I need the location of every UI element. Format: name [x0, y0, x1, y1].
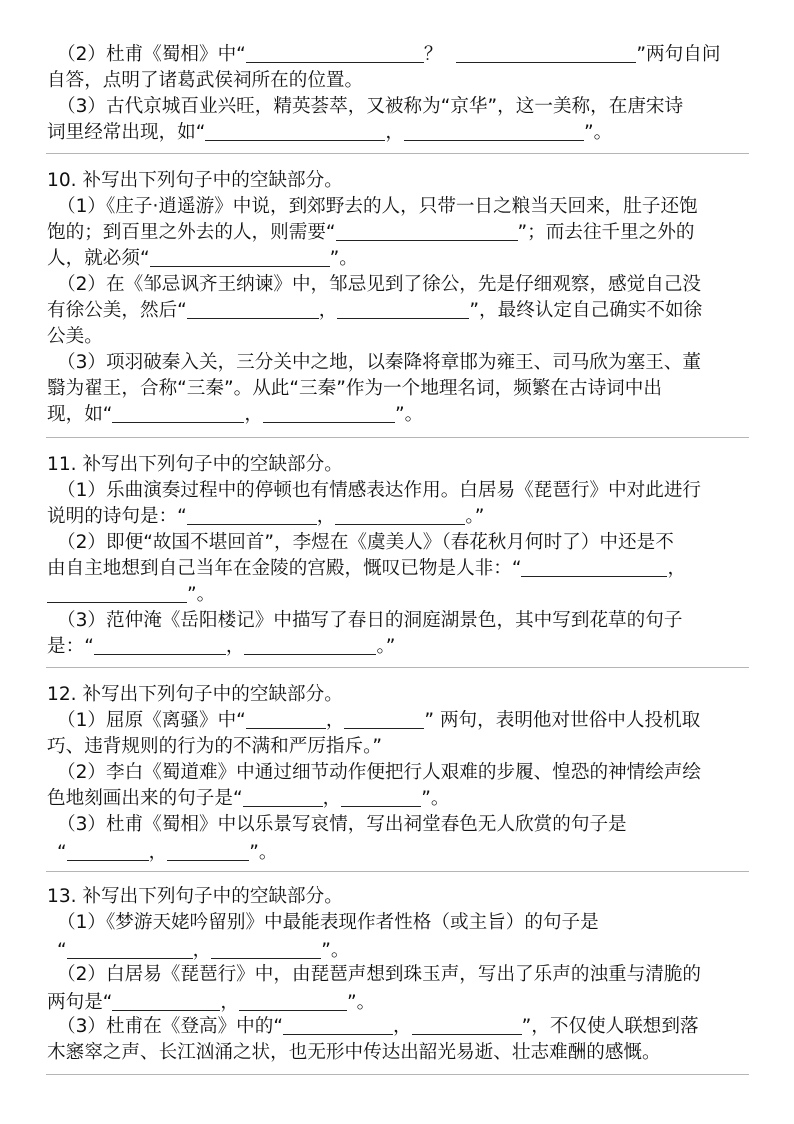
section-divider [46, 667, 749, 668]
q10-2-line2 [47, 298, 702, 324]
answer-blank[interactable] [167, 842, 249, 861]
answer-blank[interactable] [211, 940, 321, 959]
answer-blank[interactable] [67, 940, 193, 959]
answer-blank[interactable] [246, 44, 424, 63]
text: 人，就必须“ [47, 248, 150, 269]
q13-2-line1: （2）白居易《琵琶行》中，由琵琶声想到珠玉声，写出了乐声的浊重与清脆的 [57, 964, 702, 985]
text: 。” [465, 506, 485, 527]
text: ， [322, 788, 342, 809]
q12-2-line2 [47, 786, 449, 812]
text: ”。 [249, 842, 278, 863]
text: ， [325, 710, 345, 731]
answer-blank[interactable] [205, 122, 385, 141]
q11-1-line2 [47, 504, 484, 530]
answer-blank[interactable] [283, 1016, 393, 1035]
q9-2-line1 [57, 42, 720, 68]
answer-blank[interactable] [337, 300, 469, 319]
answer-blank[interactable] [341, 788, 421, 807]
q12-3-line2 [57, 840, 277, 866]
text: ”，最终认定自己确实不如徐 [469, 300, 703, 321]
text: ”两句自问 [636, 44, 721, 65]
text: ” 两句，表明他对世俗中人投机取 [424, 710, 701, 731]
answer-blank[interactable] [239, 992, 347, 1011]
q13-1-line2 [57, 938, 349, 964]
q11-2-line3 [47, 582, 215, 608]
text: ”；而去往千里之外的 [517, 222, 695, 243]
answer-blank[interactable] [150, 248, 330, 267]
text: ， [318, 300, 338, 321]
text: 色地刻画出来的句子是“ [47, 788, 243, 809]
text: （2）杜甫《蜀相》中“ [57, 44, 246, 65]
answer-blank[interactable] [404, 122, 584, 141]
text: ”。 [584, 122, 613, 143]
text: “ [57, 842, 67, 863]
q13-title: 13. 补写出下列句子中的空缺部分。 [47, 886, 343, 907]
text: ， [220, 992, 240, 1013]
q11-1-line1: （1）乐曲演奏过程中的停顿也有情感表达作用。白居易《琵琶行》中对此进行 [57, 480, 702, 501]
text: ”。 [187, 584, 216, 605]
text: “ [57, 940, 67, 961]
text: ”。 [421, 788, 450, 809]
q10-1-line2 [47, 220, 695, 246]
answer-blank[interactable] [47, 584, 187, 603]
answer-blank[interactable] [187, 300, 319, 319]
text: （3）杜甫在《登高》中的“ [57, 1016, 283, 1037]
answer-blank[interactable] [112, 992, 220, 1011]
answer-blank[interactable] [246, 710, 326, 729]
answer-blank[interactable] [263, 404, 395, 423]
q9-2-line2: 自答，点明了诸葛武侯祠所在的位置。 [47, 70, 364, 91]
answer-blank[interactable] [243, 788, 323, 807]
q11-2-line1: （2）即便“故国不堪回首”，李煜在《虞美人》（春花秋月何时了）中还是不 [57, 532, 674, 553]
answer-blank[interactable] [336, 222, 518, 241]
q10-1-line3 [47, 246, 358, 272]
text: ， [667, 558, 687, 579]
text: 说明的诗句是：“ [47, 506, 187, 527]
answer-blank[interactable] [112, 404, 244, 423]
answer-blank[interactable] [344, 710, 424, 729]
answer-blank[interactable] [94, 636, 226, 655]
text: 两句是“ [47, 992, 113, 1013]
q11-title: 11. 补写出下列句子中的空缺部分。 [47, 454, 343, 475]
q12-1-line1 [57, 708, 700, 734]
text: ”。 [395, 404, 424, 425]
q10-2-line3: 公美。 [47, 326, 103, 347]
q11-3-line1: （3）范仲淹《岳阳楼记》中描写了春日的洞庭湖景色，其中写到花草的句子 [57, 610, 683, 631]
answer-blank[interactable] [456, 44, 636, 63]
q10-2-line1: （2）在《邹忌讽齐王纳谏》中，邹忌见到了徐公，先是仔细观察，感觉自己没 [57, 274, 702, 295]
answer-blank[interactable] [521, 558, 667, 577]
text: ， [393, 1016, 412, 1037]
answer-blank[interactable] [335, 506, 465, 525]
text: 。” [376, 636, 396, 657]
section-divider [46, 437, 749, 438]
section-divider [46, 871, 749, 872]
q11-2-line2 [47, 556, 686, 582]
text: ， [148, 842, 168, 863]
text: ， [244, 404, 264, 425]
text: 有徐公美，然后“ [47, 300, 187, 321]
answer-blank[interactable] [187, 506, 317, 525]
q12-3-line1: （3）杜甫《蜀相》中以乐景写哀情，写出祠堂春色无人欣赏的句子是 [57, 814, 627, 835]
text: ”。 [347, 992, 376, 1013]
section-divider [46, 1074, 749, 1075]
answer-blank[interactable] [244, 636, 376, 655]
text: ”。 [329, 248, 358, 269]
q13-2-line2 [47, 990, 375, 1016]
text: 词里经常出现，如“ [47, 122, 206, 143]
q12-title: 12. 补写出下列句子中的空缺部分。 [47, 684, 343, 705]
text: 现，如“ [47, 404, 113, 425]
text: （1）屈原《离骚》中“ [57, 710, 246, 731]
text: 由自主地想到自己当年在金陵的宫殿，慨叹已物是人非：“ [47, 558, 522, 579]
q13-3-line2: 木窸窣之声、长江汹涌之状，也无形中传达出韶光易逝、壮志难酬的感慨。 [47, 1042, 661, 1063]
q10-3-line2: 翳为翟王，合称“三秦”。从此“三秦”作为一个地理名词，频繁在古诗词中出 [47, 378, 662, 399]
q9-3-line1: （3）古代京城百业兴旺，精英荟萃，又被称为“京华”，这一美称，在唐宋诗 [57, 96, 684, 117]
text: ， [316, 506, 336, 527]
text: 是：“ [47, 636, 94, 657]
q13-1-line1: （1）《梦游天姥吟留别》中最能表现作者性格（或主旨）的句子是 [57, 912, 599, 933]
q12-2-line1: （2）李白《蜀道难》中通过细节动作便把行人艰难的步履、惶恐的神情绘声绘 [57, 762, 702, 783]
answer-blank[interactable] [67, 842, 149, 861]
q10-3-line3 [47, 402, 423, 428]
answer-blank[interactable] [412, 1016, 522, 1035]
q10-1-line1: （1）《庄子·逍遥游》中说，到郊野去的人，只带一日之粮当天回来，肚子还饱 [57, 196, 698, 217]
q10-title: 10. 补写出下列句子中的空缺部分。 [47, 170, 343, 191]
text: ？ [423, 44, 443, 65]
q9-3-line2 [47, 120, 612, 146]
text: ， [225, 636, 245, 657]
q10-3-line1: （3）项羽破秦入关，三分关中之地，以秦降将章邯为雍王、司马欣为塞王、董 [57, 352, 702, 373]
section-divider [46, 153, 749, 154]
text: ， [192, 940, 212, 961]
text: ”，不仅使人联想到落 [521, 1016, 699, 1037]
q11-3-line2 [47, 634, 395, 660]
text: ， [385, 122, 404, 143]
text: ”。 [321, 940, 350, 961]
q13-3-line1 [57, 1014, 699, 1040]
q12-1-line2: 巧、违背规则的行为的不满和严厉指斥。” [47, 736, 383, 757]
text: 饱的；到百里之外去的人，则需要“ [47, 222, 336, 243]
